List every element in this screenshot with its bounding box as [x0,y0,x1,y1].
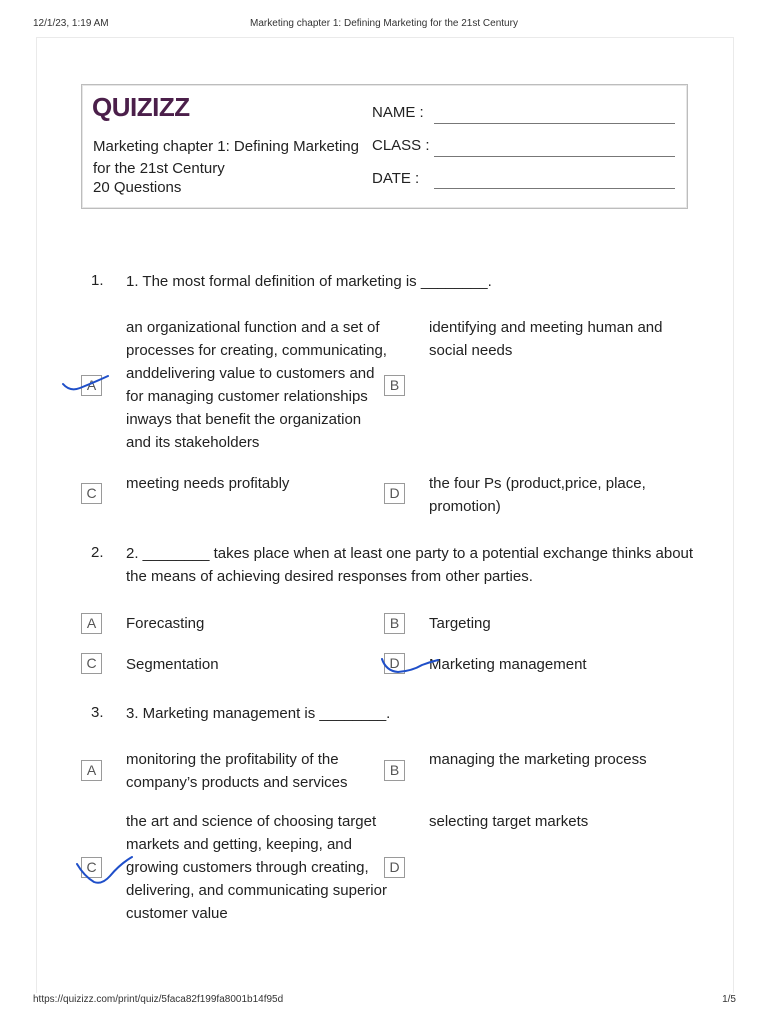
question-number: 2. [91,544,104,561]
date-label: DATE : [372,170,420,187]
option-b-box[interactable]: B [384,613,405,634]
print-title: Marketing chapter 1: Defining Marketing for the 21st Century [250,18,518,29]
quizizz-logo: QUIZIZZ [92,92,190,122]
option-b-box[interactable]: B [384,760,405,781]
option-c-text: meeting needs profitably [126,475,290,492]
option-d-box[interactable]: D [384,653,405,674]
option-b-text: managing the marketing process [429,751,647,768]
checkmark-icon [60,372,120,402]
option-b-box[interactable]: B [384,375,405,396]
option-d-box[interactable]: D [384,483,405,504]
name-line [434,123,675,124]
option-b-text: identifying and meeting human and social needs [429,319,663,359]
option-b-text: Targeting [429,615,491,632]
option-a-box[interactable]: A [81,375,102,396]
option-a-box[interactable]: A [81,760,102,781]
question-text: 1. The most formal definition of marketing is ________. [126,273,492,290]
question-count: 20 Questions [93,179,182,196]
option-a-text: Forecasting [126,615,205,632]
print-datetime: 12/1/23, 1:19 AM [33,18,109,29]
question-number: 3. [91,704,104,721]
option-d-text: the four Ps (product,price, place, promotion) [429,475,646,515]
question-text: 3. Marketing management is ________. [126,705,391,722]
option-c-box[interactable]: C [81,857,102,878]
checkmark-icon [74,852,140,892]
option-c-box[interactable]: C [81,483,102,504]
page-number: 1/5 [722,994,736,1005]
option-a-text: an organizational function and a set of processes for creating, communicating, anddelivering value to customers and for managing customer relationships inways that benefit the organization and its stakeholders [126,319,387,451]
option-c-text: the art and science of choosing target markets and getting, keeping, and growing customers through creating, delivering, and communicating superior customer value [126,813,387,922]
option-a-text: monitoring the profitability of the company’s products and services [126,751,348,791]
class-label: CLASS : [372,137,430,154]
question-text: 2. ________ takes place when at least one party to a potential exchange thinks about the means of achieving desired responses from other parties. [126,545,694,585]
option-a-box[interactable]: A [81,613,102,634]
option-d-text: selecting target markets [429,813,589,830]
print-url: https://quizizz.com/print/quiz/5faca82f199fa8001b14f95d [33,994,284,1005]
class-line [434,156,675,157]
name-label: NAME : [372,104,424,121]
question-number: 1. [91,272,104,289]
date-line [434,188,675,189]
option-d-text: Marketing management [429,656,587,673]
option-c-box[interactable]: C [81,653,102,674]
quiz-title: Marketing chapter 1: Defining Marketing for the 21st Century [93,138,359,177]
checkmark-icon [378,653,448,681]
option-c-text: Segmentation [126,656,219,673]
option-d-box[interactable]: D [384,857,405,878]
